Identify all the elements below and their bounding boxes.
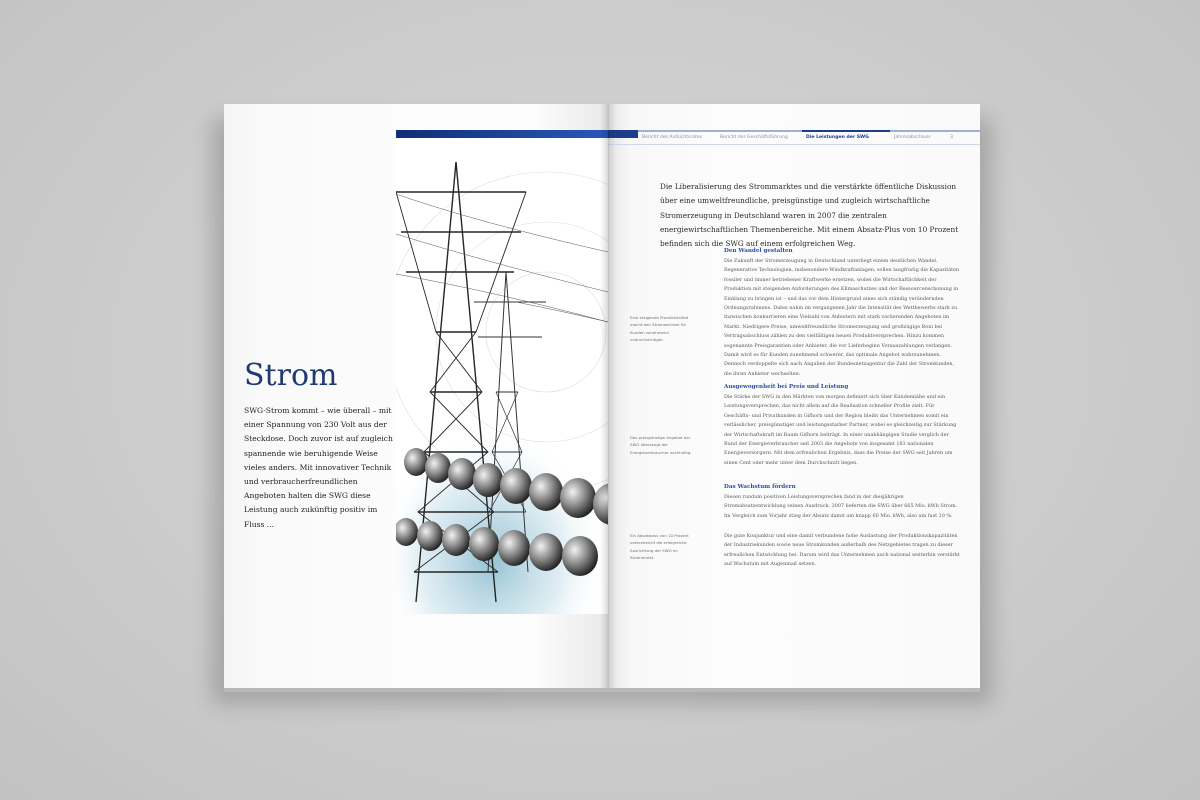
section-heading-wandel: Den Wandel gestalten [724,248,793,254]
side-note-2: Das preisgünstige Angebot der SWG überzeugt die Energieverbraucher nachhaltig. [630,435,692,455]
nav-jahresabschluss: Jahresabschluss [890,130,946,144]
section-nav [608,130,980,144]
section-text-wachstum: Diesen rundum positiven Leistungsversprechen fand in der diesjährigen Stromabsatzentwicklung seinen Ausdruck. 2007 lieferten die SWG über 665 Mio. kWh Strom. Im Vergleich zum Vorjahr stieg der Absatz damit um knapp 60 Mio. kWh, also um fast 10 %. [724,494,958,519]
nav-leistungen: Die Leistungen der SWG [802,130,890,144]
strom-intro-text: SWG-Strom kommt – wie überall – mit einer Spannung von 230 Volt aus der Steckdose. Doch zuvor ist auf zugleich spannende wie beruhigende Weise vieles anders. Mit innovativer Technik und verbraucherfreundlichen Angeboten halten die SWG diese Leistung auch zukünftig positiv im Fluss ... [244,406,393,529]
section-text-preis: Die Stärke der SWG in den Märkten von morgen definiert sich über Kundennähe und ein Leistungsversprechen, das nicht allein auf die Realisation schneller Profite zielt. Für Geschäfts- und Privatkunden in Gifhorn und der Region bleibt das Unternehmen somit ein verlässlicher, preisgünstiger und leistungsstarker Partner, wobei es gleichzeitig zur Stärkung der Wirtschaftskraft im Raum Gifhorn beiträgt. In einer unabhängigen Studie verglich der Bund der Energieverbraucher seit 2003 die Angebote von insgesamt 183 nationalen Energieversorgern. Mit dem erfreulichen Ergebnis, dass die Preise der SWG seit Jahren um einen Cent oder mehr unter dem Durchschnitt liegen. [724,394,957,466]
right-page [608,104,980,692]
section-text-closing: Die gute Konjunktur und eine damit verbundene hohe Auslastung der Produktionskapazitäten der Industriekunden sowie neue Stromkunden außerhalb des Netzgebietes tragen zu dieser erfreulichen Entwicklung bei. Darum wird das Unternehmen auch national weiterhin verstärkt auf Wachstum mit Augenmaß setzen. [724,533,960,568]
nav-aufsichtsrat: Bericht des Aufsichtsrates [638,130,716,144]
nav-spacer [608,130,638,144]
strom-title: Strom [244,358,338,393]
nav-rule [608,144,980,145]
header-blue-bar [396,130,608,138]
side-note-1: Eine steigende Produktvielfalt macht den Stromwechsel für Kunden zunehmend undurchsichtiger. [630,315,689,343]
side-note-3: Ein Absatzplus von 10 Prozent unterstreicht die erfolgreiche Ausrichtung der SWG im Strommarkt. [630,533,689,561]
page-number: 3 [946,130,980,144]
left-page [224,104,608,692]
page-bottom-edge [224,688,980,692]
section-text-wandel: Die Zukunft der Stromerzeugung in Deutschland unterliegt einem deutlichen Wandel. Regenerative Technologien, insbesondere Windkraftanlagen, sollen langfristig die Kapazitäten fossiler und immer betriebener Kraftwerke ersetzen, wobei die Wirtschaftlichkeit der Produktion mit steigenden Anforderungen des Klimaschutzes und der Ressourcenschonung in Einklang zu bringen ist – und das vor dem Hintergrund eines sich ständig verändernden Ordnungsrahmens. Dabei nahm im vergangenen Jahr die Intensität des Wettbewerbs stark zu. Inzwischen konkurrieren eine Vielzahl von Anbietern mit stark variierenden Angeboten im Markt. Niedrigere Preise, umweltfreundliche Stromerzeugung und großzügige Boni bei Vertragsabschluss zählen zu den vielfältigen neuen Produktversprechen. Hinzu kommen sogenannte Preisgarantien oder Anbieter, die vor Lieferbeginn Vorauszahlungen verlangen. Damit wird es für Kunden zunehmend schwerer, das optimale Angebot wahrzunehmen. Dennoch verdoppelte sich nach Angaben der Bundesnetzagentur die Zahl der Stromkunden, die ihren Anbieter wechselten. [724,258,960,377]
section-heading-preis: Ausgewogenheit bei Preis und Leistung [724,384,849,390]
section-heading-wachstum: Das Wachstum fördern [724,484,796,490]
intro-paragraph: Die Liberalisierung des Strommarktes und die verstärkte öffentliche Diskussion über eine umweltfreundliche, preisgünstige und zugleich wirtschaftliche Stromerzeugung in Deutschland waren in 2007 die zentralen energiewirtschaftlichen Themenbereiche. Mit einem Absatz-Plus von 10 Prozent befinden sich die SWG auf einem erfolgreichen Weg. [660,182,959,249]
power-pylon-photo [396,132,608,614]
nav-geschaeftsfuehrung: Bericht der Geschäftsführung [716,130,802,144]
